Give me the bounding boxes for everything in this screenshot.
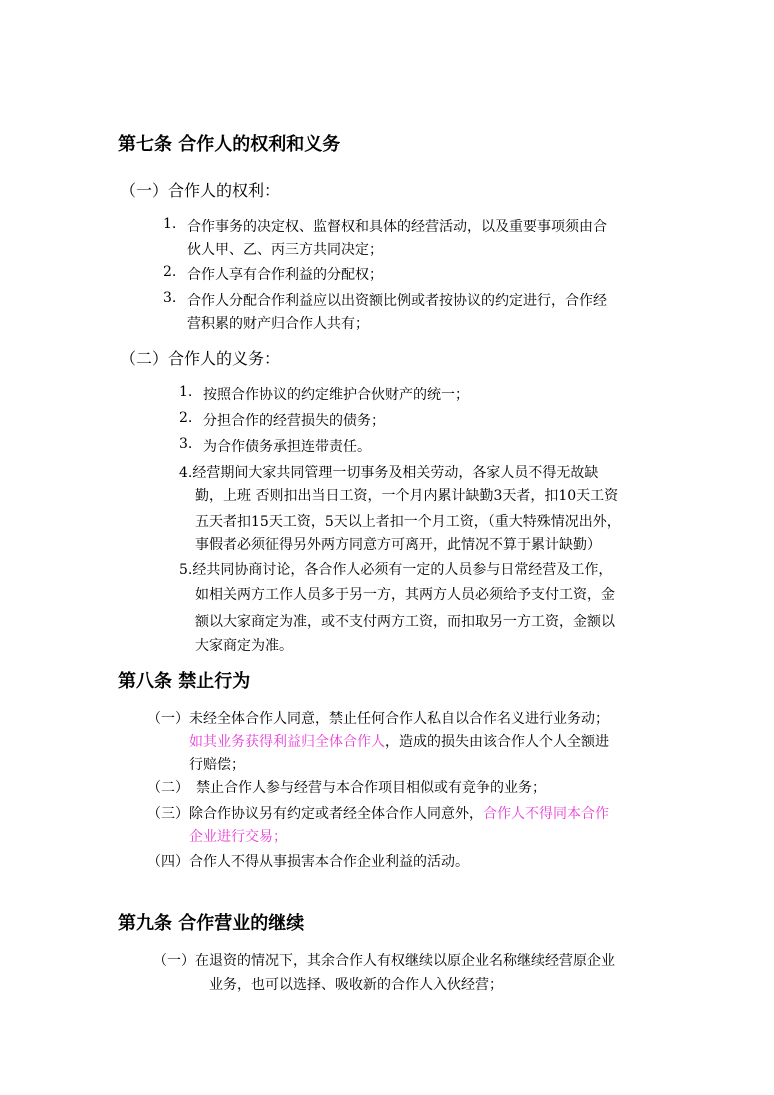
duties-item-4-line-4: 事假者必须征得另外两方同意方可离开，此情况不算于累计缺勤） (195, 537, 601, 553)
duties-item-2-line-1: 分担合作的经营损失的债务； (203, 413, 385, 429)
article-7-title: 第七条 合作人的权利和义务 (118, 134, 341, 155)
duties-item-5-line-2: 如相关两方工作人员多于另一方，其两方人员必须给予支付工资，金 (195, 587, 615, 603)
duties-item-4-line-3: 五天者扣15天工资，5天以上者扣一个月工资，（重大特殊情况出外， (195, 514, 621, 530)
rights-item-2-number: 2. (163, 264, 177, 280)
prohibition-3-number: （三） (147, 806, 189, 822)
duties-item-5-line-4: 大家商定为准。 (195, 638, 293, 654)
prohibition-1-number: （一） (147, 711, 189, 727)
prohibition-3-line-1-text: 除合作协议另有约定或者经全体合作人同意外， (189, 806, 483, 822)
prohibition-3-highlight: 合作人不得同本合作 (483, 806, 609, 822)
duties-item-4-line-2: 勤，上班 否则扣出当日工资，一个月内累计缺勤3天者，扣10天工资 (195, 488, 619, 504)
duties-item-1-number: 1. (179, 384, 193, 400)
duties-item-3-number: 3. (179, 436, 193, 452)
prohibition-1-line-3: 行赔偿； (189, 757, 245, 773)
prohibition-3-line-2: 企业进行交易； (189, 829, 287, 845)
continuation-1-number: （一） (153, 953, 195, 969)
prohibition-2-line-1: 禁止合作人参与经营与本合作项目相似或有竞争的业务； (196, 780, 546, 796)
prohibition-1-line-1: 未经全体合作人同意，禁止任何合作人私自以合作名义进行业务动； (189, 711, 609, 727)
duties-item-3-line-1: 为合作债务承担连带责任。 (203, 439, 371, 455)
rights-item-3-line-2: 营积累的财产归合作人共有； (187, 316, 369, 332)
rights-item-1-number: 1. (163, 216, 177, 232)
duties-item-4-line-1: 4.经营期间大家共同管理一切事务及相关劳动，各家人员不得无故缺 (179, 465, 599, 481)
rights-item-1-line-1: 合作事务的决定权、监督权和具体的经营活动，以及重要事项须由合 (187, 219, 607, 235)
continuation-1-line-1: 在退资的情况下，其余合作人有权继续以原企业名称继续经营原企业 (195, 953, 615, 969)
prohibition-2-number: （二） (147, 780, 189, 796)
article-8-title: 第八条 禁止行为 (118, 671, 251, 692)
article-9-title: 第九条 合作营业的继续 (118, 913, 305, 934)
prohibition-1-line-2 (189, 731, 609, 751)
duties-item-1-line-1: 按照合作协议的约定维护合伙财产的统一； (203, 387, 469, 403)
duties-item-5-line-1: 5.经共同协商讨论，各合作人必须有一定的人员参与日常经营及工作， (179, 562, 613, 578)
prohibition-1-highlight: 如其业务获得利益归全体合作人 (189, 734, 385, 750)
rights-item-3-number: 3. (163, 290, 177, 306)
rights-item-1-line-2: 伙人甲、乙、丙三方共同决定； (187, 242, 383, 258)
duties-item-2-number: 2. (179, 410, 193, 426)
rights-item-2-line-1: 合作人享有合作利益的分配权； (187, 267, 383, 283)
prohibition-1-line-2-rest: ，造成的损失由该合作人个人全额进 (385, 734, 609, 750)
prohibition-3-line-1 (189, 803, 609, 823)
rights-item-3-line-1: 合作人分配合作利益应以出资额比例或者按协议的约定进行，合作经 (187, 293, 607, 309)
prohibition-4-number: （四） (147, 854, 189, 870)
duties-heading: （二）合作人的义务： (120, 349, 281, 368)
rights-heading: （一）合作人的权利： (120, 181, 281, 200)
continuation-1-line-2: 业务，也可以选择、吸收新的合作人入伙经营； (209, 977, 503, 993)
duties-item-5-line-3: 额以大家商定为准，或不支付两方工资，而扣取另一方工资，金额以 (195, 614, 615, 630)
prohibition-4-line-1: 合作人不得从事损害本合作企业利益的活动。 (189, 854, 469, 870)
